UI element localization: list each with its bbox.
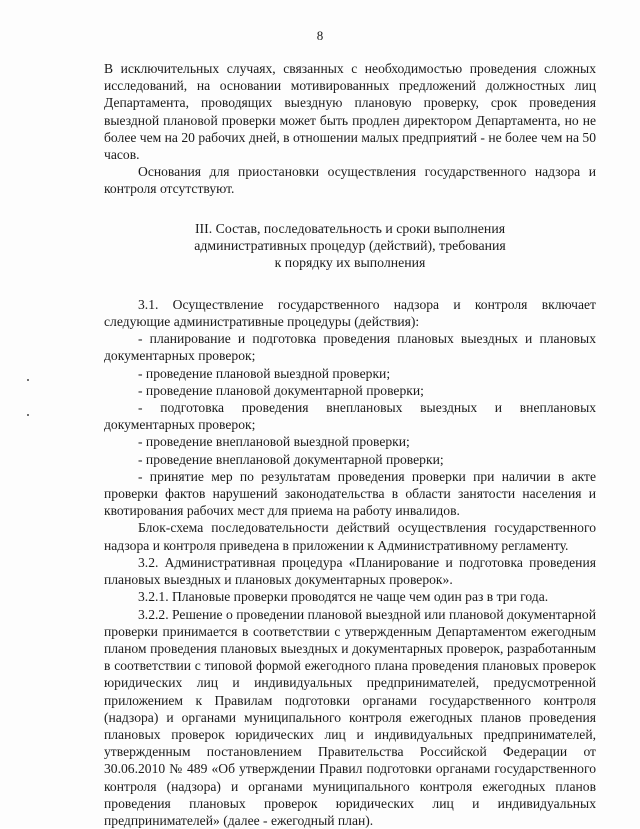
paragraph-suspension-grounds: Основания для приостановки осуществления государственного надзора и контроля отсутствуют. [104,163,596,197]
list-item: - проведение внеплановой документарной проверки; [104,451,596,468]
section-3-2: 3.2. Административная процедура «Планирование и подготовка проведения плановых выездных и плановых документарных проверок». [104,554,596,588]
section-3-2-2: 3.2.2. Решение о проведении плановой выездной или плановой документарной проверки принимается в соответствии с утвержденным Департаментом ежегодным планом проведения плановых выездных и документарных проверок, разработанным в соответствии с типовой формой ежегодного плана проведения плановых проверок юридических лиц и индивидуальных предпринимателей, предусмотренной приложением к Правилам подготовки органами государственного контроля (надзора) и органами муниципального контроля ежегодных планов проведения плановых проверок юридических лиц и индивидуальных предпринимателей, утвержденным постановлением Правительства Российской Федерации от 30.06.2010 № 489 «Об утверждении Правил подготовки органами государственного контроля (надзора) и органами муниципального контроля ежегодных планов проведения плановых проверок юридических лиц и индивидуальных предпринимателей» (далее - ежегодный план). [104,606,596,829]
scan-speck [27,414,29,416]
list-item: - проведение внеплановой выездной проверки; [104,433,596,450]
scan-speck [27,379,29,381]
section-3-1-intro: 3.1. Осуществление государственного надзора и контроля включает следующие административные процедуры (действия): [104,296,596,330]
section-heading [104,220,596,272]
list-item: - принятие мер по результатам проведения проверки при наличии в акте проверки фактов нарушений законодательства в области занятости населения и квотирования рабочих мест для приема на работу инвалидов. [104,468,596,520]
heading-line-2: административных процедур (действий), требования [104,237,596,254]
list-item: - проведение плановой выездной проверки; [104,365,596,382]
heading-line-3: к порядку их выполнения [104,254,596,271]
page-number: 8 [0,28,640,44]
list-item: - подготовка проведения внеплановых выездных и внеплановых документарных проверок; [104,399,596,433]
block-scheme-note: Блок-схема последовательности действий осуществления государственного надзора и контроля приведена в приложении к Административному регламенту. [104,519,596,553]
list-item: - проведение плановой документарной проверки; [104,382,596,399]
paragraph-extension-term: В исключительных случаях, связанных с необходимостью проведения сложных исследований, на основании мотивированных предложений должностных лиц Департамента, проводящих выездную плановую проверку, срок проведения выездной плановой проверки может быть продлен директором Департамента, но не более чем на 20 рабочих дней, в отношении малых предприятий - не более чем на 50 часов. [104,60,596,163]
page-content [104,60,596,829]
list-item: - планирование и подготовка проведения плановых выездных и плановых документарных проверок; [104,330,596,364]
section-3-2-1: 3.2.1. Плановые проверки проводятся не чаще чем один раз в три года. [104,588,596,605]
heading-line-1: III. Состав, последовательность и сроки выполнения [104,220,596,237]
